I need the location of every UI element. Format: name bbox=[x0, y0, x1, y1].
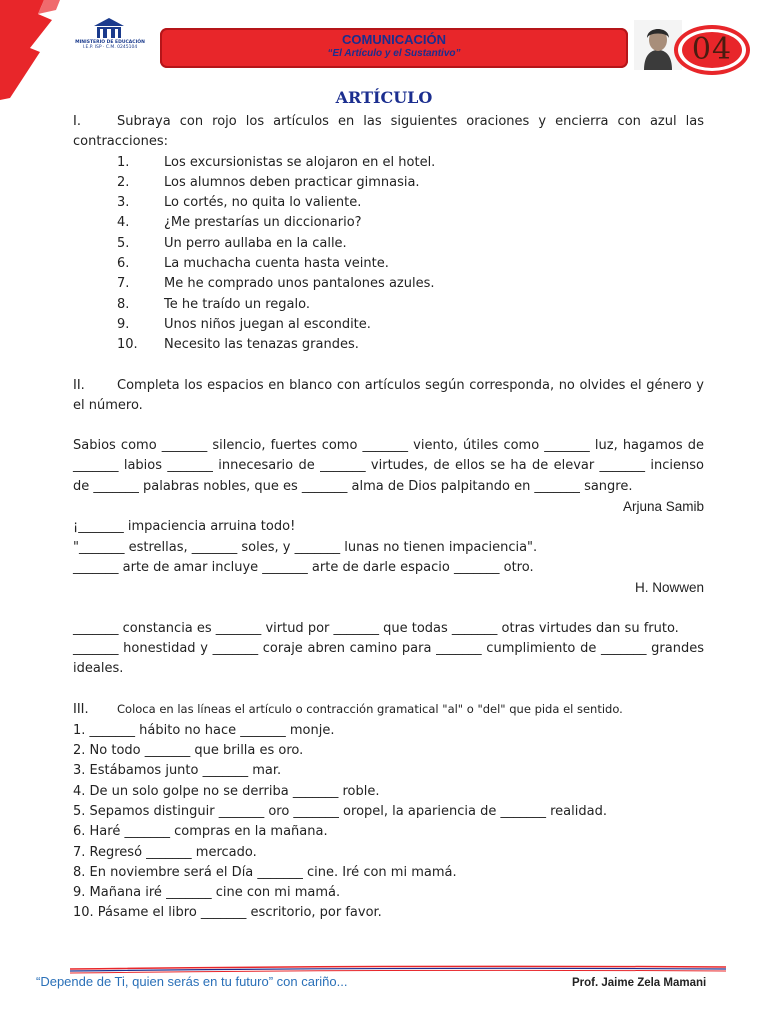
list-item: 4. De un solo golpe no se derriba _______ roble. bbox=[73, 783, 380, 799]
list-item: 6. Haré _______ compras en la mañana. bbox=[73, 824, 328, 840]
list-item: 10. Pásame el libro _______ escritorio, por favor. bbox=[73, 905, 382, 921]
unit-number: 04 bbox=[691, 32, 733, 67]
footer-quote: “Depende de Ti, quien serás en tu futuro” con cariño... bbox=[36, 974, 348, 989]
list-item: 9. Mañana iré _______ cine con mi mamá. bbox=[73, 885, 341, 901]
section2-paragraph: _______ honestidad y _______ coraje abren camino para _______ cumplimiento de _______ grandes ideales. bbox=[73, 640, 704, 677]
list-item: 4. ¿Me prestarías un diccionario? bbox=[117, 215, 362, 231]
section2-instruction: II. Completa los espacios en blanco con artículos según corresponda, no olvides el género y el número. bbox=[73, 377, 704, 413]
list-item: 5. Un perro aullaba en la calle. bbox=[117, 235, 347, 251]
section3-list bbox=[73, 721, 704, 924]
logo-text: MINISTERIO DE EDUCACIÓN I.E.P. ISP · C.M. 0245104 bbox=[75, 40, 145, 50]
page-title: ARTÍCULO bbox=[335, 88, 433, 107]
subject-title: COMUNICACIÓN bbox=[342, 32, 446, 47]
title-banner bbox=[160, 28, 628, 68]
list-item: 7. Regresó _______ mercado. bbox=[73, 844, 257, 860]
section2-line: _______ arte de amar incluye _______ arte de darle espacio _______ otro. bbox=[73, 559, 534, 575]
list-item: 5. Sepamos distinguir _______ oro _______ oropel, la apariencia de _______ realidad. bbox=[73, 803, 607, 819]
footer-author: Prof. Jaime Zela Mamani bbox=[572, 977, 707, 989]
red-corner-decoration bbox=[0, 0, 60, 100]
worksheet-content bbox=[73, 112, 704, 924]
list-item: 8. Te he traído un regalo. bbox=[117, 296, 310, 312]
list-item: 8. En noviembre será el Día _______ cine. Iré con mi mamá. bbox=[73, 864, 457, 880]
list-item: 7. Me he comprado unos pantalones azules. bbox=[117, 276, 435, 292]
section2-heading: II. bbox=[73, 377, 85, 393]
list-item: 9. Unos niños juegan al escondite. bbox=[117, 316, 371, 332]
list-item: 10. Necesito las tenazas grandes. bbox=[117, 337, 359, 353]
list-item: 3. Estábamos junto _______ mar. bbox=[73, 763, 282, 779]
section1-list bbox=[73, 153, 704, 356]
unit-number-badge bbox=[672, 22, 756, 78]
section2-paragraph: Sabios como _______ silencio, fuertes como _______ viento, útiles como _______ luz, hagamos de _______ labios _______ innecesario de _______ virtudes, de ellos se ha de elevar _______ incienso de _______ palabras nobles, que es _______ alma de Dios palpitando en _______ sangre. bbox=[73, 438, 704, 494]
list-item: 3. Lo cortés, no quita lo valiente. bbox=[117, 195, 362, 211]
section1-heading: I. bbox=[73, 114, 81, 129]
topic-subtitle: “El Artículo y el Sustantivo” bbox=[327, 48, 461, 59]
ministry-logo bbox=[64, 18, 156, 66]
list-item: 2. Los alumnos deben practicar gimnasia. bbox=[117, 174, 420, 190]
section3-heading: III. bbox=[73, 702, 89, 718]
building-icon bbox=[94, 18, 124, 40]
quote-author: Arjuna Samib bbox=[622, 499, 704, 515]
list-item: 1. Los excursionistas se alojaron en el hotel. bbox=[117, 154, 436, 170]
list-item: 1. _______ hábito no hace _______ monje. bbox=[73, 722, 335, 738]
section3-instruction: III. Coloca en las líneas el artículo o contracción gramatical "al" o "del" que pida el sentido. bbox=[73, 699, 704, 720]
section2-paragraph: _______ constancia es _______ virtud por _______ que todas _______ otras virtudes dan su fruto. bbox=[73, 620, 679, 636]
section2-line: ¡_______ impaciencia arruina todo! bbox=[73, 519, 296, 535]
list-item: 6. La muchacha cuenta hasta veinte. bbox=[117, 256, 389, 272]
list-item: 2. No todo _______ que brilla es oro. bbox=[73, 743, 304, 759]
section2-line: "_______ estrellas, _______ soles, y _______ lunas no tienen impaciencia". bbox=[73, 539, 538, 555]
section1-instruction: I. Subraya con rojo los artículos en las siguientes oraciones y encierra con azul las contracciones: bbox=[73, 114, 704, 150]
quote-author: H. Nowwen bbox=[634, 580, 704, 596]
